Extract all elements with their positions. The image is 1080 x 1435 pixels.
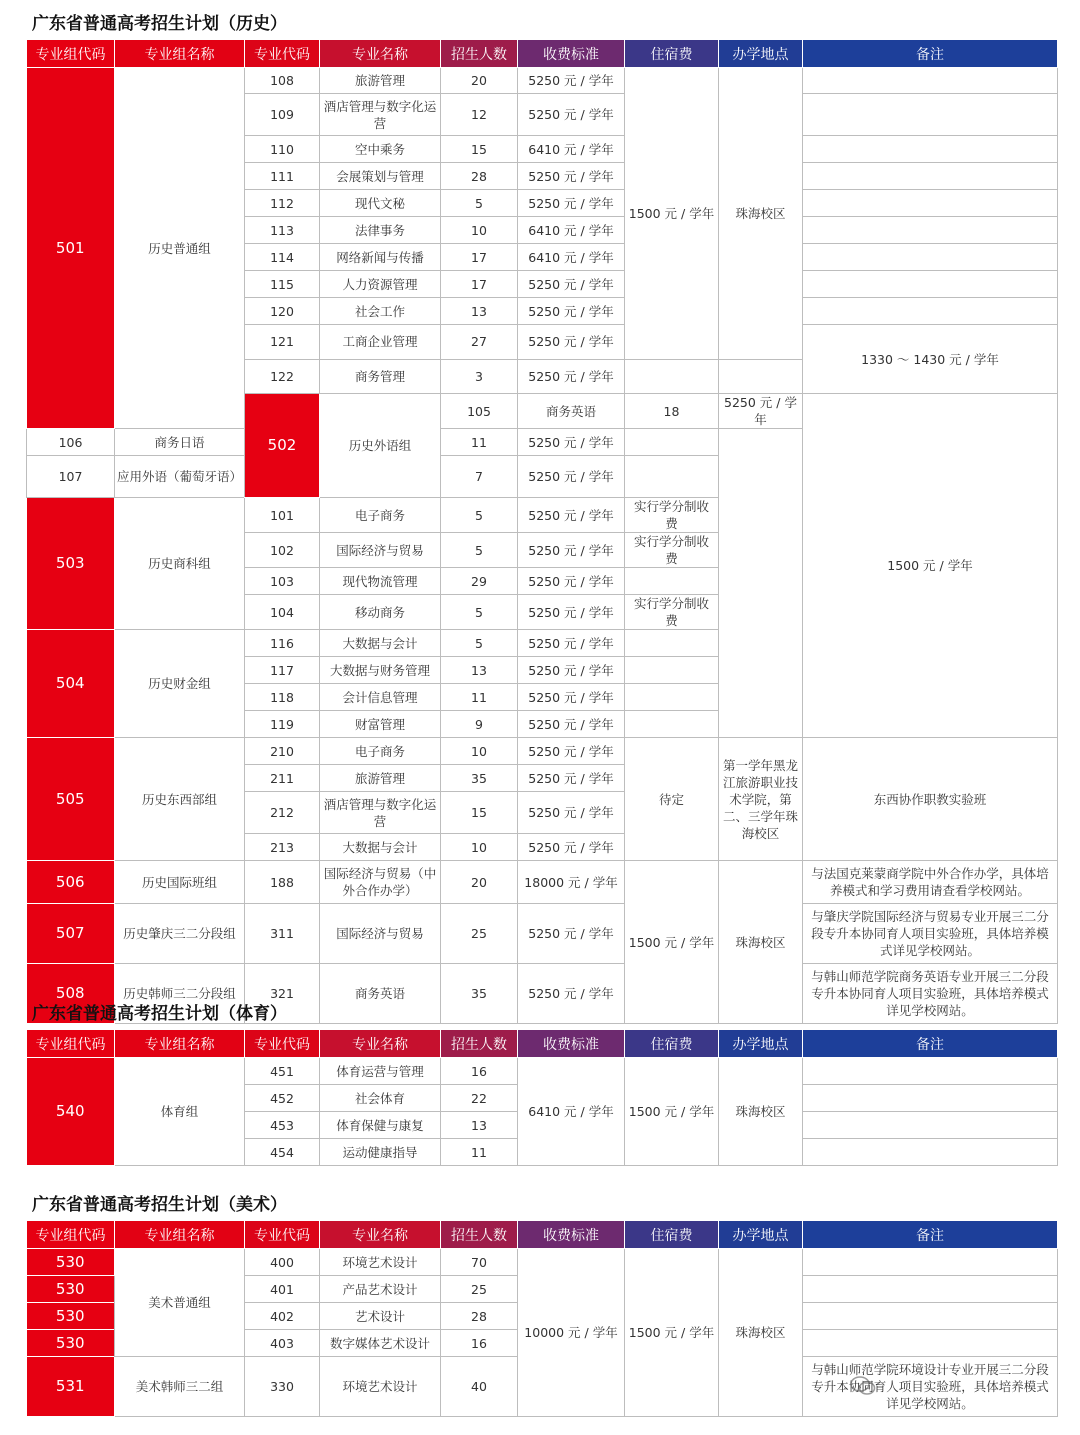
table-cell: 历史韩师三二分段组 — [115, 964, 245, 1024]
table-cell: 400 — [245, 1249, 320, 1276]
table-cell: 体育保健与康复 — [320, 1112, 441, 1139]
table-cell: 现代物流管理 — [320, 568, 441, 595]
table-cell: 108 — [245, 68, 320, 94]
table-cell: 117 — [245, 657, 320, 684]
table-cell: 体育组 — [115, 1058, 245, 1166]
table-cell: 5 — [441, 190, 518, 217]
table-cell: 1500 元 / 学年 — [803, 394, 1058, 738]
table-cell: 移动商务 — [320, 595, 441, 630]
table-cell: 数字媒体艺术设计 — [320, 1330, 441, 1357]
table-cell: 5250 元 / 学年 — [518, 792, 625, 834]
remark-cell — [803, 271, 1058, 298]
remark-cell — [803, 1303, 1058, 1330]
table-cell: 105 — [441, 394, 518, 429]
table-cell: 5 — [441, 595, 518, 630]
table-cell: 运动健康指导 — [320, 1139, 441, 1166]
table-row — [27, 1058, 1058, 1085]
table-cell: 5250 元 / 学年 — [518, 568, 625, 595]
table-cell: 电子商务 — [320, 738, 441, 765]
table-cell: 历史商科组 — [115, 498, 245, 630]
table-cell: 5250 元 / 学年 — [719, 394, 803, 429]
table-cell: 102 — [245, 533, 320, 568]
table-cell: 5250 元 / 学年 — [518, 298, 625, 325]
table-cell: 应用外语（葡萄牙语） — [115, 456, 245, 498]
table-cell: 16 — [441, 1058, 518, 1085]
table-cell: 5250 元 / 学年 — [518, 684, 625, 711]
remark-cell — [625, 630, 719, 657]
table-cell: 11 — [441, 684, 518, 711]
column-header-campus: 办学地点 — [719, 1030, 803, 1058]
table-cell: 16 — [441, 1330, 518, 1357]
table-row — [27, 1249, 1058, 1276]
table-cell: 452 — [245, 1085, 320, 1112]
table-cell: 101 — [245, 498, 320, 533]
table-cell: 酒店管理与数字化运营 — [320, 792, 441, 834]
table-cell: 22 — [441, 1085, 518, 1112]
table-cell: 大数据与会计 — [320, 630, 441, 657]
table-cell: 5250 元 / 学年 — [518, 657, 625, 684]
column-header-code: 专业组代码 — [27, 1221, 115, 1249]
remark-cell — [803, 1058, 1058, 1085]
table-cell: 6410 元 / 学年 — [518, 1058, 625, 1166]
section-title-art: 广东省普通高考招生计划（美术） — [32, 1195, 287, 1215]
table-cell: 珠海校区 — [719, 861, 803, 1024]
remark-cell — [803, 217, 1058, 244]
table-cell: 3 — [441, 359, 518, 394]
table-cell: 5250 元 / 学年 — [518, 630, 625, 657]
column-header-campus: 办学地点 — [719, 1221, 803, 1249]
remark-cell — [803, 1139, 1058, 1166]
table-cell: 工商企业管理 — [320, 325, 441, 360]
table-cell: 113 — [245, 217, 320, 244]
group-code-cell: 506 — [27, 861, 115, 904]
column-header-group-name: 专业组名称 — [115, 1221, 245, 1249]
table-cell: 106 — [27, 429, 115, 456]
remark-cell: 实行学分制收费 — [625, 533, 719, 568]
table-cell: 1330 ～ 1430 元 / 学年 — [803, 325, 1058, 394]
table-cell: 商务英语 — [518, 394, 625, 429]
table-cell: 103 — [245, 568, 320, 595]
table-cell: 历史肇庆三二分段组 — [115, 904, 245, 964]
column-header-code: 专业组代码 — [27, 1030, 115, 1058]
remark-cell — [625, 568, 719, 595]
table-cell: 环境艺术设计 — [320, 1249, 441, 1276]
group-code-cell: 508 — [27, 964, 115, 1024]
table-cell: 17 — [441, 271, 518, 298]
table-cell: 5250 元 / 学年 — [518, 190, 625, 217]
column-header-remarks: 备注 — [803, 1221, 1058, 1249]
remark-cell — [803, 1249, 1058, 1276]
table-cell: 27 — [441, 325, 518, 360]
table-cell: 119 — [245, 711, 320, 738]
remark-cell: 与韩山师范学院商务英语专业开展三二分段专升本协同育人项目实验班，具体培养模式详见学校网站。 — [803, 964, 1058, 1024]
table-cell: 111 — [245, 163, 320, 190]
table-cell: 待定 — [625, 738, 719, 861]
remark-cell: 与法国克莱蒙商学院中外合作办学，具体培养模式和学习费用请查看学校网站。 — [803, 861, 1058, 904]
table-cell: 35 — [441, 964, 518, 1024]
remark-cell: 与韩山师范学院环境设计专业开展三二分段专升本协同育人项目实验班，具体培养模式详见学校网站。 — [803, 1357, 1058, 1417]
table-cell: 环境艺术设计 — [320, 1357, 441, 1417]
remark-cell: 实行学分制收费 — [625, 595, 719, 630]
column-header-major-code: 专业代码 — [245, 1030, 320, 1058]
header-row — [27, 1030, 1058, 1058]
group-code-cell: 502 — [245, 394, 320, 498]
column-header-major-name: 专业名称 — [320, 1221, 441, 1249]
table-cell: 6410 元 / 学年 — [518, 217, 625, 244]
group-code-cell: 504 — [27, 630, 115, 738]
table-cell: 历史国际班组 — [115, 861, 245, 904]
table-cell: 107 — [27, 456, 115, 498]
table-cell: 珠海校区 — [719, 68, 803, 360]
table-cell: 大数据与会计 — [320, 834, 441, 861]
column-header-group-name: 专业组名称 — [115, 1030, 245, 1058]
table-cell: 28 — [441, 1303, 518, 1330]
column-header-tuition: 收费标准 — [518, 40, 625, 68]
remark-cell — [625, 711, 719, 738]
group-code-cell: 530 — [27, 1330, 115, 1357]
group-code-cell: 530 — [27, 1276, 115, 1303]
column-header-dorm-fee: 住宿费 — [625, 1030, 719, 1058]
table-cell: 会展策划与管理 — [320, 163, 441, 190]
table-cell: 5250 元 / 学年 — [518, 711, 625, 738]
remark-cell — [803, 1085, 1058, 1112]
table-cell: 10 — [441, 834, 518, 861]
table-cell: 118 — [245, 684, 320, 711]
table-cell: 403 — [245, 1330, 320, 1357]
table-cell: 6410 元 / 学年 — [518, 244, 625, 271]
table-cell: 402 — [245, 1303, 320, 1330]
table-cell: 5 — [441, 498, 518, 533]
table-cell: 产品艺术设计 — [320, 1276, 441, 1303]
table-cell: 现代文秘 — [320, 190, 441, 217]
table-cell: 13 — [441, 1112, 518, 1139]
table-cell: 10 — [441, 217, 518, 244]
table-cell: 历史财金组 — [115, 630, 245, 738]
table-cell: 大数据与财务管理 — [320, 657, 441, 684]
table-cell: 国际经济与贸易（中外合作办学） — [320, 861, 441, 904]
column-header-major-name: 专业名称 — [320, 1030, 441, 1058]
remark-cell: 与肇庆学院国际经济与贸易专业开展三二分段专升本协同育人项目实验班，具体培养模式详见学校网站。 — [803, 904, 1058, 964]
table-cell: 28 — [441, 163, 518, 190]
table-cell: 历史普通组 — [115, 68, 245, 429]
table-cell: 210 — [245, 738, 320, 765]
table-cell: 社会工作 — [320, 298, 441, 325]
table-cell: 18000 元 / 学年 — [518, 861, 625, 904]
table-cell: 第一学年黑龙江旅游职业技术学院，第二、三学年珠海校区 — [719, 738, 803, 861]
table-cell: 9 — [441, 711, 518, 738]
table-cell: 国际经济与贸易 — [320, 533, 441, 568]
table-cell: 116 — [245, 630, 320, 657]
table-cell: 15 — [441, 136, 518, 163]
table-cell: 法律事务 — [320, 217, 441, 244]
table-cell: 5 — [441, 533, 518, 568]
remark-cell — [625, 456, 719, 498]
group-code-cell: 540 — [27, 1058, 115, 1166]
table-cell: 5250 元 / 学年 — [518, 595, 625, 630]
table-cell: 11 — [441, 429, 518, 456]
remark-cell: 实行学分制收费 — [625, 498, 719, 533]
remark-cell — [625, 684, 719, 711]
column-header-remarks: 备注 — [803, 1030, 1058, 1058]
table-cell: 120 — [245, 298, 320, 325]
remark-cell — [803, 1112, 1058, 1139]
header-row — [27, 40, 1058, 68]
remark-cell — [803, 68, 1058, 94]
table-row — [27, 738, 1058, 765]
table-cell: 5250 元 / 学年 — [518, 964, 625, 1024]
table-cell: 5250 元 / 学年 — [518, 325, 625, 360]
table-cell: 5250 元 / 学年 — [518, 94, 625, 136]
remark-cell — [625, 657, 719, 684]
table-cell: 5250 元 / 学年 — [518, 456, 625, 498]
table-cell: 社会体育 — [320, 1085, 441, 1112]
section-title-history: 广东省普通高考招生计划（历史） — [32, 14, 287, 34]
table-cell: 7 — [441, 456, 518, 498]
table-cell: 115 — [245, 271, 320, 298]
column-header-code: 专业组代码 — [27, 40, 115, 68]
remark-cell — [803, 136, 1058, 163]
remark-cell: 东西协作职教实验班 — [803, 738, 1058, 861]
remark-cell — [803, 244, 1058, 271]
table-cell: 5250 元 / 学年 — [518, 738, 625, 765]
table-cell: 历史东西部组 — [115, 738, 245, 861]
column-header-quota: 招生人数 — [441, 1030, 518, 1058]
table-cell: 114 — [245, 244, 320, 271]
table-cell: 商务日语 — [115, 429, 245, 456]
column-header-group-name: 专业组名称 — [115, 40, 245, 68]
table-cell: 35 — [441, 765, 518, 792]
table-cell: 40 — [441, 1357, 518, 1417]
section-title-sports: 广东省普通高考招生计划（体育） — [32, 1004, 287, 1024]
table-cell: 12 — [441, 94, 518, 136]
table-cell: 美术普通组 — [115, 1249, 245, 1357]
table-cell: 13 — [441, 657, 518, 684]
group-code-cell: 531 — [27, 1357, 115, 1417]
group-code-cell: 507 — [27, 904, 115, 964]
column-header-dorm-fee: 住宿费 — [625, 40, 719, 68]
table-cell: 104 — [245, 595, 320, 630]
table-cell: 213 — [245, 834, 320, 861]
header-row — [27, 1221, 1058, 1249]
table-cell: 财富管理 — [320, 711, 441, 738]
table-cell: 25 — [441, 1276, 518, 1303]
wechat-icon — [850, 1375, 876, 1397]
table-cell: 国际经济与贸易 — [320, 904, 441, 964]
table-cell: 311 — [245, 904, 320, 964]
table-cell: 1500 元 / 学年 — [625, 861, 719, 1024]
table-cell: 空中乘务 — [320, 136, 441, 163]
table-cell: 旅游管理 — [320, 765, 441, 792]
table-cell: 商务英语 — [320, 964, 441, 1024]
remark-cell — [803, 1276, 1058, 1303]
table-cell: 25 — [441, 904, 518, 964]
column-header-remarks: 备注 — [803, 40, 1058, 68]
table-cell: 商务管理 — [320, 359, 441, 394]
table-cell: 20 — [441, 68, 518, 94]
table-cell: 人力资源管理 — [320, 271, 441, 298]
table-cell: 17 — [441, 244, 518, 271]
column-header-tuition: 收费标准 — [518, 1030, 625, 1058]
table-cell: 5250 元 / 学年 — [518, 68, 625, 94]
table-cell: 112 — [245, 190, 320, 217]
column-header-dorm-fee: 住宿费 — [625, 1221, 719, 1249]
table-cell: 5250 元 / 学年 — [518, 498, 625, 533]
column-header-major-code: 专业代码 — [245, 40, 320, 68]
group-code-cell: 530 — [27, 1303, 115, 1330]
group-code-cell: 530 — [27, 1249, 115, 1276]
group-code-cell: 503 — [27, 498, 115, 630]
table-cell: 188 — [245, 861, 320, 904]
table-row — [27, 904, 1058, 964]
table-cell: 109 — [245, 94, 320, 136]
enrollment-table-history — [26, 39, 1058, 1024]
remark-cell — [803, 163, 1058, 190]
table-cell: 70 — [441, 1249, 518, 1276]
table-cell: 321 — [245, 964, 320, 1024]
remark-cell — [625, 359, 719, 394]
table-cell: 5250 元 / 学年 — [518, 834, 625, 861]
table-cell: 454 — [245, 1139, 320, 1166]
watermark — [850, 1373, 876, 1398]
table-cell: 体育运营与管理 — [320, 1058, 441, 1085]
table-cell: 电子商务 — [320, 498, 441, 533]
table-row — [27, 861, 1058, 904]
table-cell: 艺术设计 — [320, 1303, 441, 1330]
table-cell: 110 — [245, 136, 320, 163]
table-cell: 11 — [441, 1139, 518, 1166]
group-code-cell: 505 — [27, 738, 115, 861]
table-cell: 5250 元 / 学年 — [518, 765, 625, 792]
remark-cell — [803, 1330, 1058, 1357]
table-cell: 6410 元 / 学年 — [518, 136, 625, 163]
table-cell: 20 — [441, 861, 518, 904]
remark-cell — [803, 298, 1058, 325]
table-cell: 453 — [245, 1112, 320, 1139]
column-header-major-name: 专业名称 — [320, 40, 441, 68]
table-cell: 10000 元 / 学年 — [518, 1249, 625, 1417]
table-cell: 5250 元 / 学年 — [518, 271, 625, 298]
table-cell: 美术韩师三二组 — [115, 1357, 245, 1417]
column-header-major-code: 专业代码 — [245, 1221, 320, 1249]
table-cell: 1500 元 / 学年 — [625, 1058, 719, 1166]
table-cell: 211 — [245, 765, 320, 792]
table-cell: 网络新闻与传播 — [320, 244, 441, 271]
table-cell: 121 — [245, 325, 320, 360]
table-cell: 18 — [625, 394, 719, 429]
table-cell: 15 — [441, 792, 518, 834]
table-cell: 酒店管理与数字化运营 — [320, 94, 441, 136]
table-cell: 5 — [441, 630, 518, 657]
table-cell: 5250 元 / 学年 — [518, 533, 625, 568]
table-cell: 5250 元 / 学年 — [518, 904, 625, 964]
table-cell: 1500 元 / 学年 — [625, 1249, 719, 1417]
table-cell: 212 — [245, 792, 320, 834]
table-cell: 29 — [441, 568, 518, 595]
remark-cell — [803, 190, 1058, 217]
remark-cell — [803, 94, 1058, 136]
table-cell: 5250 元 / 学年 — [518, 359, 625, 394]
group-code-cell: 501 — [27, 68, 115, 429]
table-cell: 1500 元 / 学年 — [625, 68, 719, 360]
enrollment-table-art — [26, 1220, 1058, 1417]
table-cell: 330 — [245, 1357, 320, 1417]
table-cell: 会计信息管理 — [320, 684, 441, 711]
table-cell: 401 — [245, 1276, 320, 1303]
table-cell: 珠海校区 — [719, 1058, 803, 1166]
table-cell: 历史外语组 — [320, 394, 441, 498]
table-cell: 451 — [245, 1058, 320, 1085]
column-header-quota: 招生人数 — [441, 1221, 518, 1249]
table-cell: 13 — [441, 298, 518, 325]
table-cell: 旅游管理 — [320, 68, 441, 94]
column-header-campus: 办学地点 — [719, 40, 803, 68]
table-cell: 5250 元 / 学年 — [518, 163, 625, 190]
table-cell: 122 — [245, 359, 320, 394]
table-cell: 珠海校区 — [719, 1249, 803, 1417]
column-header-quota: 招生人数 — [441, 40, 518, 68]
remark-cell — [625, 429, 719, 456]
enrollment-table-sports — [26, 1029, 1058, 1166]
table-row — [27, 68, 1058, 94]
table-cell: 5250 元 / 学年 — [518, 429, 625, 456]
column-header-tuition: 收费标准 — [518, 1221, 625, 1249]
table-cell: 10 — [441, 738, 518, 765]
